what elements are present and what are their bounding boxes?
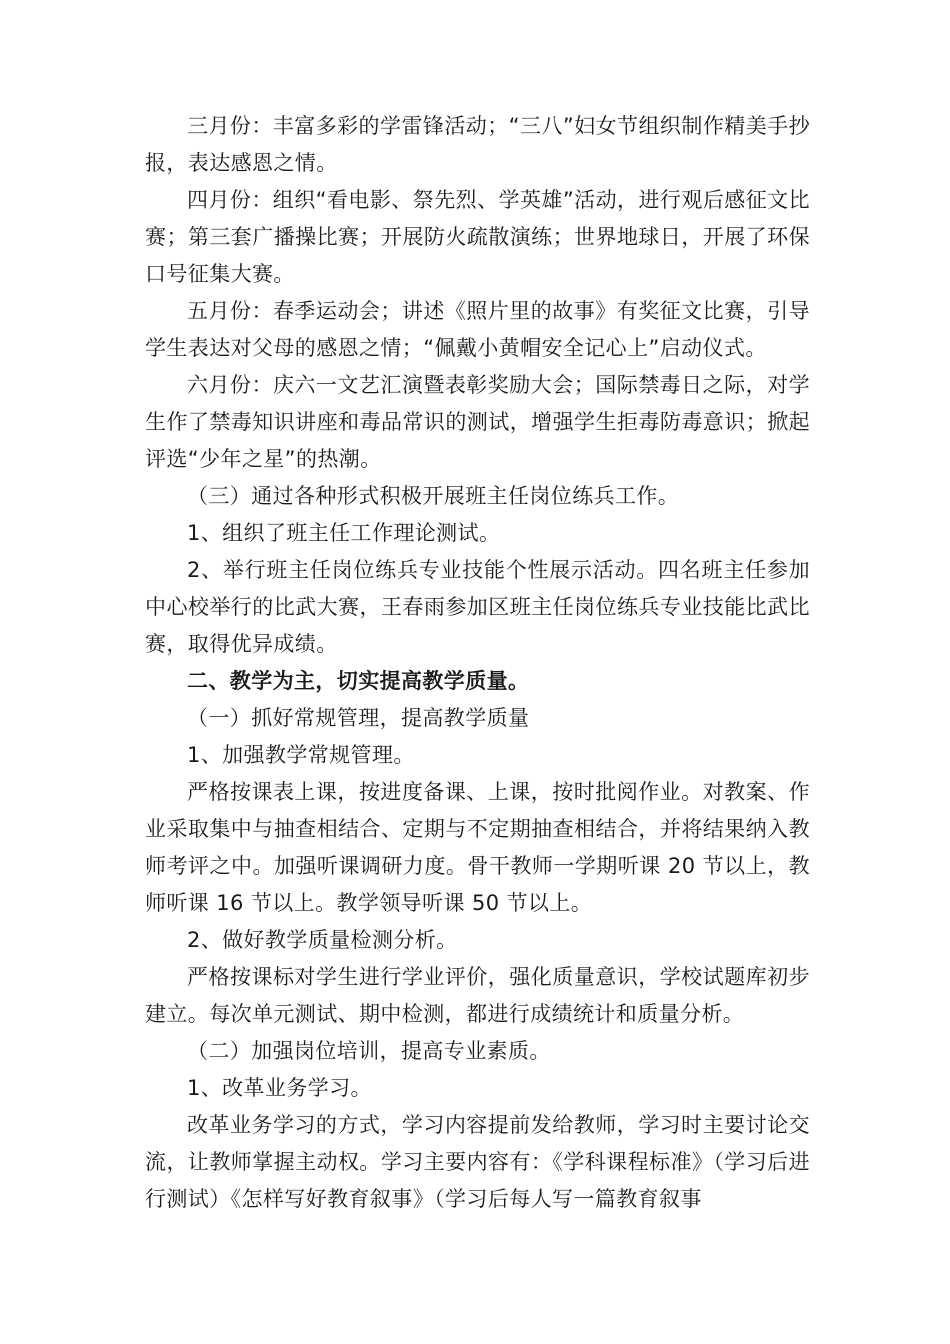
section-heading-teaching: 二、教学为主，切实提高教学质量。 — [187, 669, 530, 693]
paragraph-quality-title: 2、做好教学质量检测分析。 — [187, 928, 458, 952]
paragraph-march: 三月份：丰富多彩的学雷锋活动；“三八”妇女节组织制作精美手抄报，表达感恩之情。 — [145, 114, 810, 175]
paragraph-study-reform-detail: 改革业务学习的方式，学习内容提前发给教师，学习时主要讨论交流，让教师掌握主动权。学习主要内容有：《学科课程标准》（学习后进行测试）《怎样写好教育叙事》（学习后每人写一篇教育叙事 — [145, 1113, 810, 1211]
subheading-job-training: （二）加强岗位培训，提高专业素质。 — [187, 1039, 551, 1063]
paragraph-may: 五月份：春季运动会；讲述《照片里的故事》有奖征文比赛，引导学生表达对父母的感恩之情；“佩戴小黄帽安全记心上”启动仪式。 — [145, 299, 810, 360]
paragraph-theory-test: 1、组织了班主任工作理论测试。 — [187, 521, 501, 545]
document-body — [145, 108, 810, 1218]
paragraph-quality-detail: 严格按课标对学生进行学业评价，强化质量意识，学校试题库初步建立。每次单元测试、期中检测，都进行成绩统计和质量分析。 — [145, 965, 810, 1026]
subheading-teacher-training: （三）通过各种形式积极开展班主任岗位练兵工作。 — [187, 484, 680, 508]
paragraph-skills-showcase: 2、举行班主任岗位练兵专业技能个性展示活动。四名班主任参加中心校举行的比武大赛，王春雨参加区班主任岗位练兵专业技能比武比赛，取得优异成绩。 — [145, 558, 810, 656]
paragraph-routine-title: 1、加强教学常规管理。 — [187, 743, 415, 767]
paragraph-study-reform-title: 1、改革业务学习。 — [187, 1076, 372, 1100]
paragraph-april: 四月份：组织“看电影、祭先烈、学英雄”活动，进行观后感征文比赛；第三套广播操比赛；开展防火疏散演练；世界地球日，开展了环保口号征集大赛。 — [145, 188, 810, 286]
subheading-routine-management: （一）抓好常规管理，提高教学质量 — [187, 706, 530, 730]
paragraph-june: 六月份：庆六一文艺汇演暨表彰奖励大会；国际禁毒日之际，对学生作了禁毒知识讲座和毒品常识的测试，增强学生拒毒防毒意识；掀起评选“少年之星”的热潮。 — [145, 373, 810, 471]
paragraph-routine-detail: 严格按课表上课，按进度备课、上课，按时批阅作业。对教案、作业采取集中与抽查相结合、定期与不定期抽查相结合，并将结果纳入教师考评之中。加强听课调研力度。骨干教师一学期听课 20 节以上，教师听课 16 节以上。教学领导听课 50 节以上。 — [145, 780, 810, 915]
